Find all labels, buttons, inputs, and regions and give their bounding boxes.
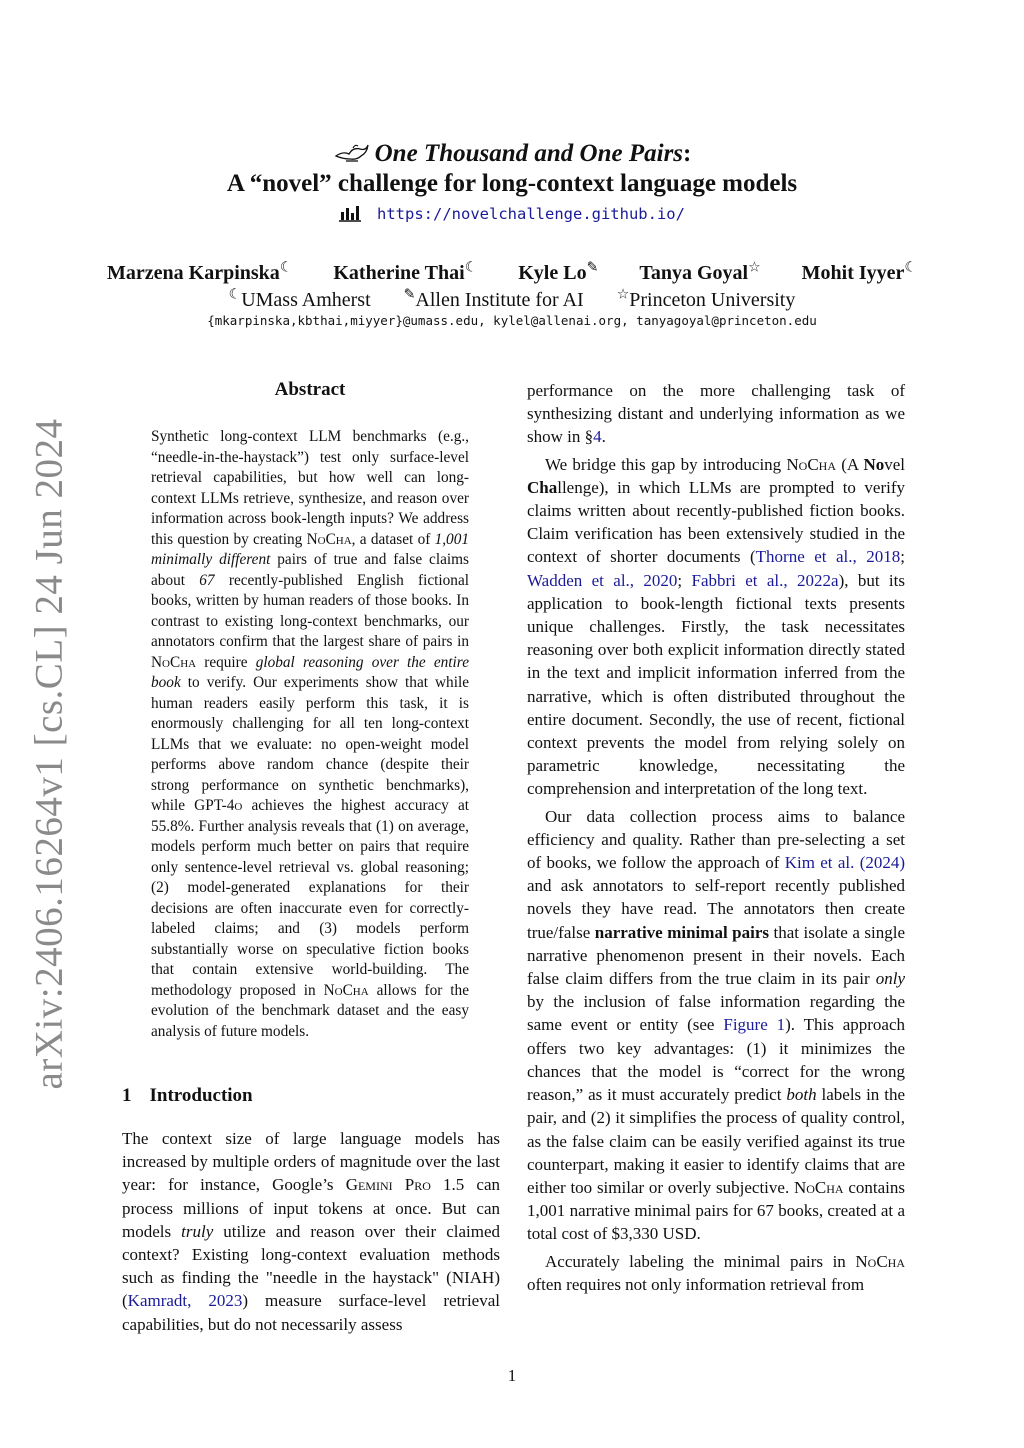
figure-ref-link[interactable]: Figure 1 bbox=[723, 1015, 786, 1035]
citation-link[interactable]: Kamradt, 2023 bbox=[127, 1291, 243, 1311]
affiliation: ✎Allen Institute for AI bbox=[403, 287, 584, 311]
abstract-heading: Abstract bbox=[274, 379, 346, 400]
abstract-body: Synthetic long-context LLM benchmarks (e.g., “needle-in-the-haystack”) test only surface-level retrieval capabilities, but how well can long-context LLMs retrieve, synthesize, and reason over information across book-length inputs? We address this question by creating NoCha, a dataset of 1,001 minimally different pairs of true and false claims about 67 recently-published English fictional books, written by human readers of those books. In contrast to existing long-context benchmarks, our annotators confirm that the largest share of pairs in NoCha require global reasoning over the entire book to verify. Our experiments show that while human readers easily perform this task, it is enormously challenging for all ten long-context LLMs that we evaluate: no open-weight model performs above random chance (despite their strong performance on synthetic benchmarks), while GPT-4o achieves the highest accuracy at 55.8%. Further analysis reveals that (1) on average, models perform much better on pairs that require only sentence-level retrieval vs. global reasoning; (2) model-generated explanations for their decisions are often inaccurate even for correctly-labeled claims; and (3) models perform substantially worse on speculative fiction books that contain extensive world-building. The methodology proposed in NoCha allows for the evolution of the benchmark dataset and the easy analysis of future models. bbox=[151, 428, 469, 1040]
affiliation: ☆Princeton University bbox=[616, 287, 796, 311]
author: Katherine Thai☾ bbox=[333, 260, 478, 284]
title-main: One Thousand and One Pairs bbox=[374, 140, 684, 167]
citation-link[interactable]: Thorne et al., 2018 bbox=[755, 547, 901, 567]
paragraph: We bridge this gap by introducing NoCha (A Novel Challenge), in which LLMs are prompted to verify claims written about recently-published fiction books. Claim verification has been extensively studied in the context of shorter documents (Thorne et al., 2018; Wadden et al., 2020; Fabbri et al., 2022a), but its application to book-length fictional texts presents unique challenges. Firstly, the task necessitates reasoning over both explicit information directly stated in the text and implicit information inferred from the narrative, which is often distributed throughout the entire document. Secondly, the use of recent, fictional context prevents the model from relying solely on parametric knowledge, necessitating the comprehension and interpretation of the long text. bbox=[527, 454, 905, 799]
citation-link[interactable]: Kim et al. bbox=[784, 853, 855, 873]
project-url[interactable]: https://novelchallenge.github.io/ bbox=[377, 205, 685, 223]
author: Kyle Lo✎ bbox=[518, 260, 599, 284]
section-ref-link[interactable]: 4 bbox=[593, 427, 602, 447]
affiliation: ☾UMass Amherst bbox=[228, 287, 371, 311]
author: Marzena Karpinska☾ bbox=[107, 260, 293, 284]
author-emails: {mkarpinska,kbthai,miyyer}@umass.edu, kylel@allenai.org, tanyagoyal@princeton.edu bbox=[207, 313, 817, 328]
arxiv-id: arXiv:2406.16264v1 [cs.CL] 24 Jun 2024 bbox=[27, 418, 71, 1090]
paper-title: One Thousand and One Pairs: bbox=[0, 138, 1024, 169]
author: Tanya Goyal☆ bbox=[639, 260, 761, 284]
title-block bbox=[0, 138, 1024, 226]
introduction-right-column bbox=[527, 379, 905, 1296]
paragraph: Our data collection process aims to balance efficiency and quality. Rather than pre-selecting a set of books, we follow the approach of Kim et al. (2024) and ask annotators to self-report recently published novels they have read. The annotators then create true/false narrative minimal pairs that isolate a single narrative phenomenon present in their novels. Each false claim differs from the true claim in its pair only by the inclusion of false information regarding the same event or entity (see Figure 1). This approach offers two key advantages: (1) it minimizes the chances that the model is “correct for the wrong reason,” as it must accurately predict both labels in the pair, and (2) it simplifies the process of quality control, as the false claim can be easily verified against its true counterpart, making it easier to identify claims that are either too similar or overly subjective. NoCha contains 1,001 narrative minimal pairs for 67 books, created at a total cost of $3,330 USD. bbox=[527, 806, 906, 1244]
project-link[interactable] bbox=[0, 203, 1024, 226]
citation-link[interactable]: (2024) bbox=[859, 853, 906, 873]
paper-subtitle: A “novel” challenge for long-context language models bbox=[226, 170, 798, 197]
citation-link[interactable]: Wadden et al., 2020 bbox=[527, 570, 678, 590]
page-number: 1 bbox=[507, 1366, 517, 1385]
section-heading-introduction: 1 Introduction bbox=[122, 1085, 253, 1106]
affiliation-list bbox=[0, 281, 1024, 314]
author: Mohit Iyyer☾ bbox=[801, 260, 917, 284]
magic-lamp-icon bbox=[333, 141, 371, 163]
paragraph: performance on the more challenging task of synthesizing distant and underlying information as we show in §4. bbox=[527, 381, 905, 447]
bar-chart-icon bbox=[339, 204, 361, 222]
citation-link[interactable]: Fabbri et al., 2022a bbox=[691, 570, 839, 590]
arxiv-sidebar bbox=[22, 418, 76, 1090]
introduction-left-column: The context size of large language models has increased by multiple orders of magnitude over the last year: for instance, Google’s Gemini Pro 1.5 can process millions of input tokens at once. But can models truly utilize and reason over their claimed context? Existing long-context evaluation methods such as finding the "needle in the haystack" (NIAH) (Kamradt, 2023) measure surface-level retrieval capabilities, but do not necessarily assess bbox=[122, 1129, 501, 1334]
paragraph: Accurately labeling the minimal pairs in NoCha often requires not only information retrieval from bbox=[527, 1251, 905, 1294]
